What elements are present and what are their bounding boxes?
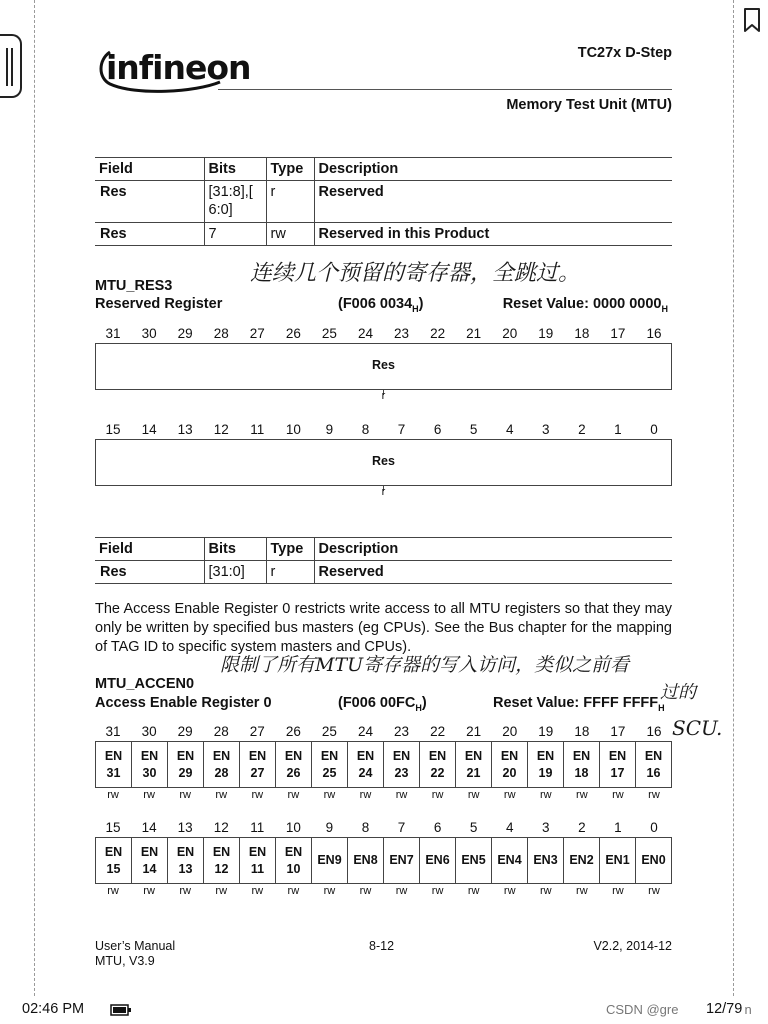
bit-field: EN 21 <box>455 742 491 787</box>
field-cell: Res <box>95 561 204 584</box>
description-cell: Reserved in this Product <box>314 223 672 246</box>
table-row <box>95 561 672 584</box>
reader-status-bar <box>0 996 768 1024</box>
bit-field: EN 22 <box>419 742 455 787</box>
bit-field: EN 30 <box>131 742 167 787</box>
register-reset-value: Reset Value: FFFF $FFFF_H$ <box>493 695 665 713</box>
bit-field: EN5 <box>455 838 491 883</box>
register-name: MTU_RES3 <box>95 278 173 294</box>
footer-page-number: 8-12 <box>369 939 395 953</box>
access-row-upper: rw rw rw rw rw rw rw rw rw rw rw rw rw rw rw rw <box>107 789 660 801</box>
register-field-lower <box>95 439 672 498</box>
bit-field: EN 13 <box>167 838 203 883</box>
col-header-bits: Bits <box>204 158 266 181</box>
footer-manual <box>95 939 175 969</box>
bit-field: EN 11 <box>239 838 275 883</box>
watermark: CSDN @gre n <box>606 1002 752 1017</box>
field-cell: Res <box>95 223 204 246</box>
bit-field: EN4 <box>491 838 527 883</box>
infineon-logo: infineon <box>96 38 226 94</box>
bit-field: EN 29 <box>167 742 203 787</box>
footer-manual-title: User’s Manual <box>95 939 176 953</box>
bits-cell: [31:8],[ 6:0] <box>204 181 266 223</box>
field-cell: Res <box>95 181 204 223</box>
table-header-row <box>95 158 672 181</box>
handwritten-note-accen0-2: 过的 <box>660 682 696 703</box>
bit-field: EN1 <box>599 838 635 883</box>
page-indicator: 12/79 <box>706 1001 743 1017</box>
bit-field: EN 31 <box>104 748 123 780</box>
footer-manual-version: MTU, V3.9 <box>95 954 155 968</box>
bit-field: EN 15 <box>104 844 123 876</box>
clock-time: 02:46 PM <box>22 1001 85 1017</box>
page-right-border <box>733 0 734 996</box>
bit-field: EN 26 <box>275 742 311 787</box>
bit-field: EN 19 <box>527 742 563 787</box>
bit-field: EN6 <box>419 838 455 883</box>
register-long-name: Reserved Register <box>95 296 223 312</box>
document-title: TC27x D-Step <box>577 45 672 61</box>
bit-field: EN 12 <box>203 838 239 883</box>
register-fields-lower <box>95 837 672 884</box>
bit-field: EN0 <box>635 838 671 883</box>
col-header-bits: Bits <box>204 538 266 561</box>
bit-field: EN 27 <box>239 742 275 787</box>
bit-field: EN 14 <box>131 838 167 883</box>
bookmark-icon[interactable] <box>742 6 762 34</box>
access-type: r <box>381 390 386 402</box>
handwritten-note-skip-reserved: 连续几个预留的寄存器，全跳过。 <box>250 261 581 286</box>
bit-number-row-upper: 31 30 29 28 27 26 25 24 23 22 21 20 19 18 17 16 <box>105 724 662 739</box>
type-cell: rw <box>266 223 314 246</box>
field-table-res3 <box>95 537 672 584</box>
header-rule <box>218 89 672 90</box>
bit-field: EN7 <box>383 838 419 883</box>
col-header-type: Type <box>266 538 314 561</box>
description-cell: Reserved <box>314 561 672 584</box>
bit-number-row-lower: 15 14 13 12 11 10 9 8 7 6 5 4 3 2 1 0 <box>105 422 658 437</box>
bit-field: EN 18 <box>563 742 599 787</box>
bit-field: EN 23 <box>383 742 419 787</box>
bits-cell: [31:0] <box>204 561 266 584</box>
sidebar-toggle-handle[interactable] <box>0 34 22 98</box>
register-field-upper <box>95 343 672 402</box>
battery-icon <box>110 1004 132 1016</box>
bit-field: EN 28 <box>203 742 239 787</box>
bit-field: EN 16 <box>635 742 671 787</box>
bit-number-row-upper: 31 30 29 28 27 26 25 24 23 22 21 20 19 18 17 16 <box>105 326 662 341</box>
register-address: (F006 $0034_H$) <box>338 296 424 314</box>
col-header-description: Description <box>314 538 672 561</box>
section-title: Memory Test Unit (MTU) <box>506 97 672 113</box>
col-header-field: Field <box>95 538 204 561</box>
bit-field: EN 20 <box>491 742 527 787</box>
col-header-field: Field <box>95 158 204 181</box>
bit-field: EN9 <box>311 838 347 883</box>
bit-field: EN 24 <box>347 742 383 787</box>
page-left-border <box>34 0 35 996</box>
register-long-name: Access Enable Register 0 <box>95 695 272 711</box>
bit-field: EN 25 <box>311 742 347 787</box>
field-label: Res <box>372 358 395 372</box>
body-paragraph: The Access Enable Register 0 restricts write access to all MTU registers so that they may only be written by specified bus masters (eg CPUs). See the Bus chapter for the mapping of TAG ID to specific system masters and CPUs). <box>95 601 672 655</box>
field-label: Res <box>372 454 395 468</box>
type-cell: r <box>266 561 314 584</box>
field-table-res2 <box>95 157 672 246</box>
bit-field: EN 17 <box>599 742 635 787</box>
bits-cell: 7 <box>204 223 266 246</box>
bit-field: EN3 <box>527 838 563 883</box>
table-row <box>95 223 672 246</box>
col-header-description: Description <box>314 158 672 181</box>
register-name: MTU_ACCEN0 <box>95 676 195 692</box>
bit-field: EN 10 <box>275 838 311 883</box>
bit-field: EN2 <box>563 838 599 883</box>
table-row <box>95 181 672 223</box>
bit-number-row-lower: 15 14 13 12 11 10 9 8 7 6 5 4 3 2 1 0 <box>105 820 658 835</box>
register-address: (F006 $00FC_H$) <box>338 695 427 713</box>
register-reset-value: Reset Value: 0000 $0000_H$ <box>502 296 668 314</box>
access-type: r <box>381 486 386 498</box>
register-fields-upper <box>95 741 672 788</box>
description-cell: Reserved <box>314 181 672 223</box>
col-header-type: Type <box>266 158 314 181</box>
table-header-row <box>95 538 672 561</box>
bit-field: EN8 <box>347 838 383 883</box>
type-cell: r <box>266 181 314 223</box>
handwritten-note-accen0: 限制了所有MTU寄存器的写入访问，类似之前看 <box>220 654 630 676</box>
footer-version-date: V2.2, 2014-12 <box>593 939 672 953</box>
access-row-lower: rw rw rw rw rw rw rw rw rw rw rw rw rw rw rw rw <box>107 885 660 897</box>
handwritten-note-accen0-3: SCU. <box>672 716 723 740</box>
